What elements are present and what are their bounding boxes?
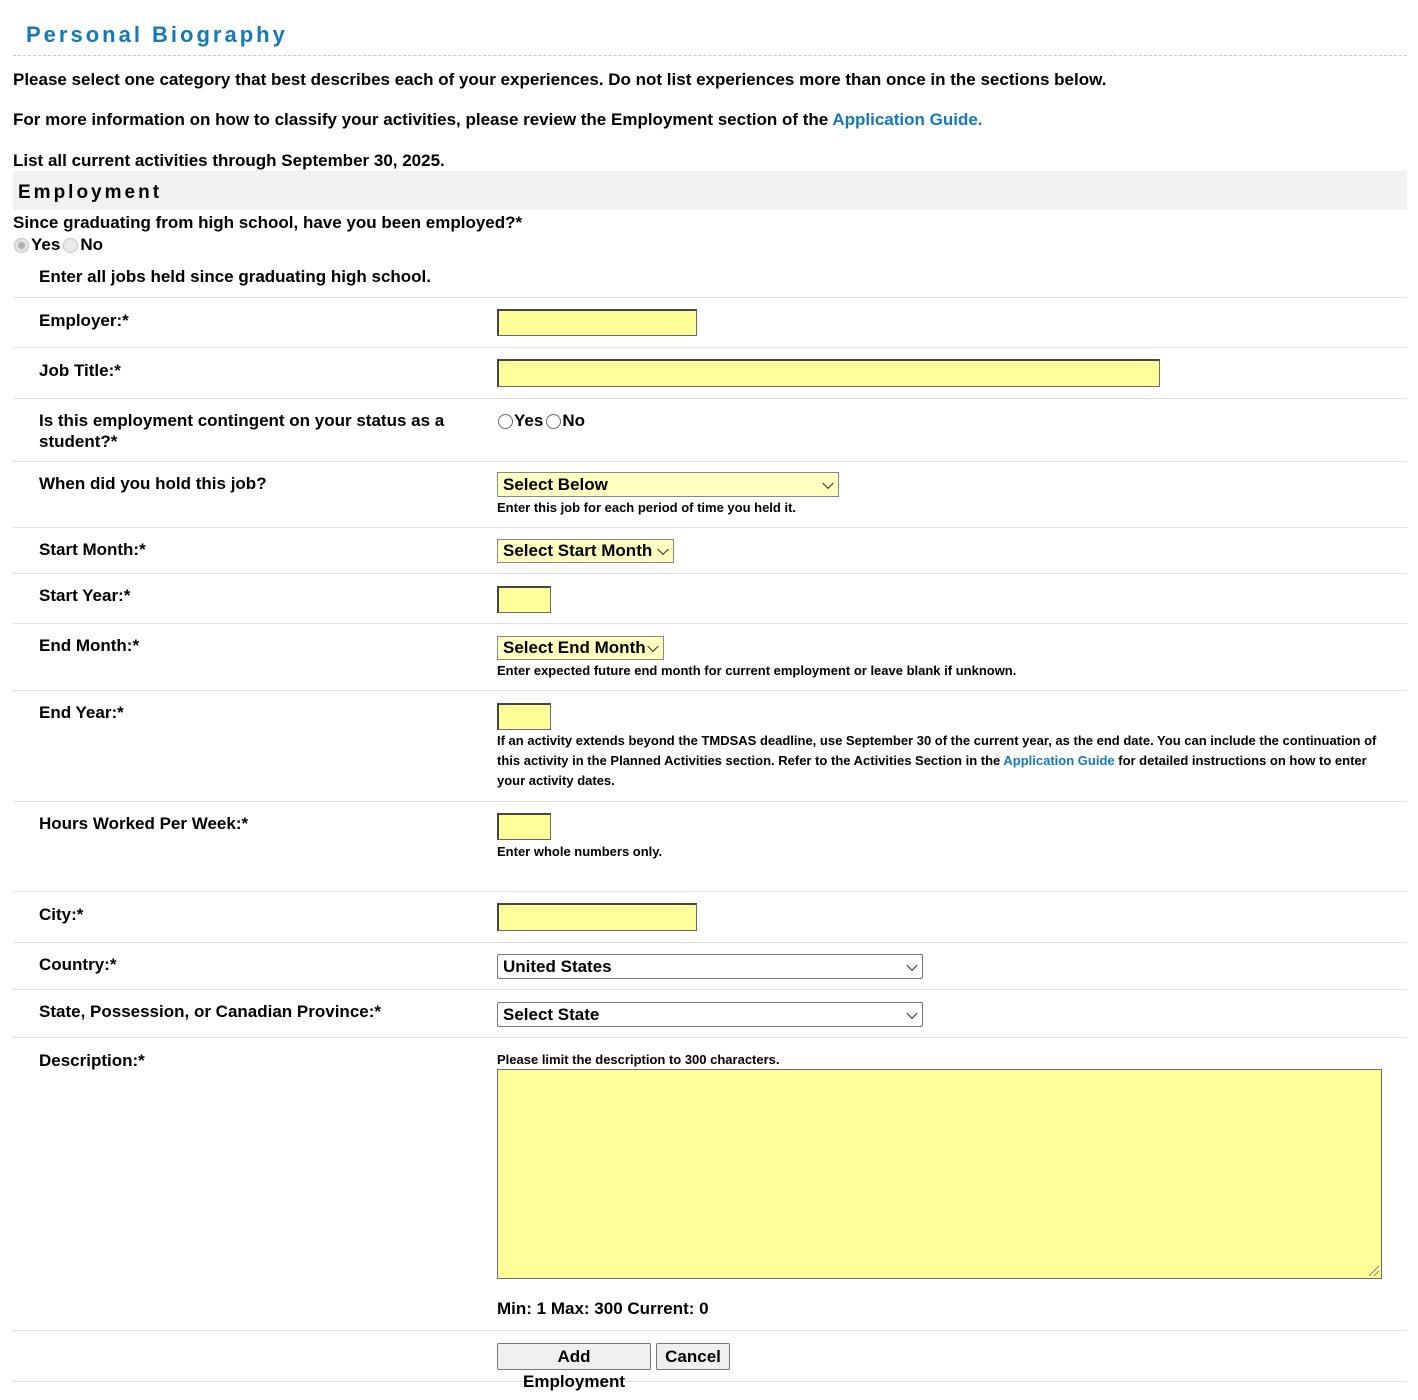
row-divider [13, 1330, 1407, 1331]
employed-no-label: No [80, 235, 103, 254]
contingent-yes-label: Yes [514, 411, 544, 430]
chevron-down-icon [906, 1007, 917, 1018]
resize-grip-icon[interactable] [1369, 1266, 1379, 1276]
employed-no-radio[interactable] [63, 238, 78, 253]
intro-instructions: Please select one category that best describes each of your experiences. Do not list experiences more than once in the sections below. [13, 70, 1107, 89]
state-label: State, Possession, or Canadian Province:* [39, 1002, 382, 1021]
hours-input[interactable] [497, 813, 551, 840]
contingent-radio-group [498, 411, 585, 431]
contingent-no-label: No [562, 411, 585, 430]
end-month-select[interactable] [497, 636, 664, 660]
contingent-yes-radio[interactable] [498, 414, 513, 429]
employer-input[interactable] [497, 309, 697, 336]
row-divider [13, 527, 1407, 528]
description-textarea[interactable] [497, 1069, 1382, 1279]
application-guide-link[interactable]: Application Guide [1003, 753, 1115, 768]
hours-label: Hours Worked Per Week:* [39, 814, 249, 833]
employed-radio-group [14, 235, 103, 255]
row-divider [13, 1037, 1407, 1038]
end-year-help-text: If an activity extends beyond the TMDSAS deadline, use September 30 of the current year, as the end date. You can include the continuation of this activity in the Planned Activities section. Refer to the Activities Section in the [497, 733, 1377, 768]
chevron-down-icon [647, 641, 658, 652]
row-divider [13, 297, 1407, 298]
row-divider [13, 1381, 1407, 1382]
hours-help: Enter whole numbers only. [497, 844, 663, 859]
state-select[interactable] [497, 1002, 923, 1027]
employed-yes-label: Yes [31, 235, 61, 254]
end-month-value: Select End Month [503, 638, 646, 657]
intro-deadline: List all current activities through September 30, 2025. [13, 151, 445, 170]
when-held-label: When did you hold this job? [39, 474, 267, 493]
start-month-label: Start Month:* [39, 540, 146, 559]
start-year-input[interactable] [497, 586, 551, 613]
job-title-label: Job Title:* [39, 361, 121, 380]
title-divider [13, 55, 1407, 56]
row-divider [13, 942, 1407, 943]
end-month-help: Enter expected future end month for current employment or leave blank if unknown. [497, 663, 1017, 678]
employer-label: Employer:* [39, 311, 129, 330]
end-year-input[interactable] [497, 703, 551, 730]
page-title: Personal Biography [26, 22, 288, 47]
row-divider [13, 347, 1407, 348]
row-divider [13, 891, 1407, 892]
when-held-help: Enter this job for each period of time you held it. [497, 500, 797, 515]
when-held-value: Select Below [503, 474, 608, 494]
end-year-label: End Year:* [39, 703, 124, 722]
employed-question: Since graduating from high school, have you been employed?* [13, 213, 523, 232]
end-year-help [497, 731, 1382, 791]
country-label: Country:* [39, 955, 117, 974]
description-label: Description:* [39, 1051, 145, 1070]
character-counter: Min: 1 Max: 300 Current: 0 [497, 1299, 709, 1318]
section-header-employment: Employment [13, 171, 1407, 210]
start-month-value: Select Start Month [503, 541, 653, 560]
cancel-button[interactable]: Cancel [656, 1343, 730, 1370]
row-divider [13, 801, 1407, 802]
jobs-intro: Enter all jobs held since graduating high school. [39, 267, 431, 286]
row-divider [13, 573, 1407, 574]
job-title-input[interactable] [497, 359, 1160, 387]
contingent-no-radio[interactable] [546, 414, 561, 429]
chevron-down-icon [657, 544, 668, 555]
when-held-select[interactable] [497, 472, 839, 497]
row-divider [13, 989, 1407, 990]
state-value: Select State [503, 1004, 600, 1024]
application-guide-link[interactable]: Application Guide. [832, 110, 983, 129]
add-employment-button[interactable]: Add Employment [497, 1343, 651, 1370]
intro-guide-info [13, 110, 983, 130]
description-help: Please limit the description to 300 characters. [497, 1052, 780, 1067]
employed-yes-radio[interactable] [14, 238, 29, 253]
row-divider [13, 690, 1407, 691]
row-divider [13, 461, 1407, 462]
chevron-down-icon [822, 477, 833, 488]
end-year-help-text-end: for detailed instructions on how to enter your activity dates. [497, 753, 1367, 788]
row-divider [13, 623, 1407, 624]
chevron-down-icon [906, 959, 917, 970]
start-month-select[interactable] [497, 539, 674, 563]
contingent-label: Is this employment contingent on your status as a student?* [39, 411, 445, 451]
row-divider [13, 398, 1407, 399]
end-month-label: End Month:* [39, 636, 140, 655]
city-input[interactable] [497, 903, 697, 931]
city-label: City:* [39, 905, 84, 924]
country-value: United States [503, 956, 612, 976]
country-select[interactable] [497, 954, 923, 979]
start-year-label: Start Year:* [39, 586, 131, 605]
intro-guide-text: For more information on how to classify your activities, please review the Employment section of the [13, 110, 833, 129]
